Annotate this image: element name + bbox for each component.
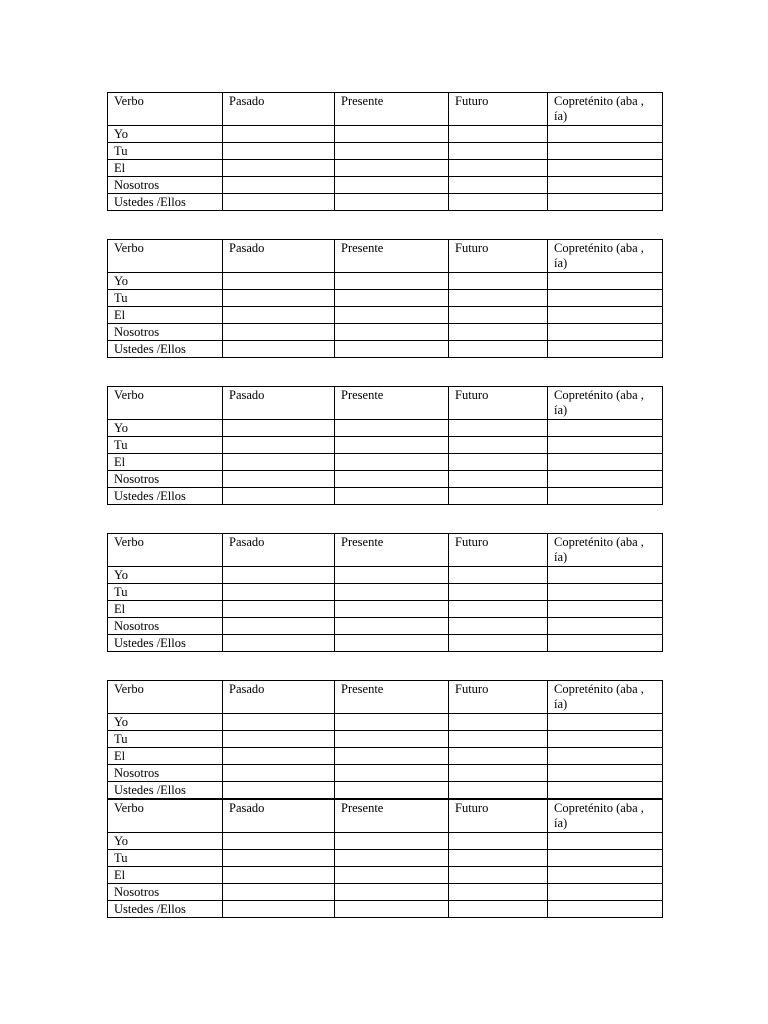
table-row xyxy=(108,471,663,488)
pronoun-cell: Ustedes /Ellos xyxy=(108,194,223,211)
answer-cell[interactable] xyxy=(548,584,663,601)
answer-cell[interactable] xyxy=(335,126,449,143)
answer-cell[interactable] xyxy=(335,143,449,160)
header-cell: Pasado xyxy=(223,93,335,126)
header-cell: Copreténito (aba , ía) xyxy=(548,240,663,273)
answer-cell[interactable] xyxy=(449,126,548,143)
answer-cell[interactable] xyxy=(223,290,335,307)
header-cell: Verbo xyxy=(108,240,223,273)
pronoun-cell: Yo xyxy=(108,273,223,290)
answer-cell[interactable] xyxy=(548,748,663,765)
pronoun-cell: Yo xyxy=(108,420,223,437)
table-row xyxy=(108,290,663,307)
header-cell: Pasado xyxy=(223,534,335,567)
answer-cell[interactable] xyxy=(223,635,335,652)
table-row xyxy=(108,126,663,143)
table-row xyxy=(108,420,663,437)
answer-cell[interactable] xyxy=(223,420,335,437)
answer-cell[interactable] xyxy=(548,471,663,488)
answer-cell[interactable] xyxy=(223,618,335,635)
answer-cell[interactable] xyxy=(449,901,548,918)
answer-cell[interactable] xyxy=(449,194,548,211)
answer-cell[interactable] xyxy=(335,454,449,471)
header-cell: Verbo xyxy=(108,800,223,833)
header-cell: Futuro xyxy=(449,240,548,273)
pronoun-cell: Nosotros xyxy=(108,884,223,901)
answer-cell[interactable] xyxy=(548,143,663,160)
answer-cell[interactable] xyxy=(223,437,335,454)
answer-cell[interactable] xyxy=(223,850,335,867)
answer-cell[interactable] xyxy=(449,273,548,290)
answer-cell[interactable] xyxy=(223,273,335,290)
table-header-row xyxy=(108,93,663,126)
answer-cell[interactable] xyxy=(548,488,663,505)
answer-cell[interactable] xyxy=(548,833,663,850)
header-cell: Copreténito (aba , ía) xyxy=(548,800,663,833)
pronoun-cell: El xyxy=(108,307,223,324)
header-cell: Presente xyxy=(335,240,449,273)
header-cell: Pasado xyxy=(223,240,335,273)
table-row xyxy=(108,160,663,177)
pronoun-cell: Nosotros xyxy=(108,324,223,341)
table-row xyxy=(108,567,663,584)
answer-cell[interactable] xyxy=(548,567,663,584)
header-cell: Presente xyxy=(335,534,449,567)
answer-cell[interactable] xyxy=(449,567,548,584)
pronoun-cell: Tu xyxy=(108,143,223,160)
header-cell: Verbo xyxy=(108,93,223,126)
answer-cell[interactable] xyxy=(335,290,449,307)
answer-cell[interactable] xyxy=(548,867,663,884)
pronoun-cell: Ustedes /Ellos xyxy=(108,901,223,918)
table-row xyxy=(108,867,663,884)
pronoun-cell: Tu xyxy=(108,437,223,454)
pronoun-cell: Ustedes /Ellos xyxy=(108,341,223,358)
answer-cell[interactable] xyxy=(548,454,663,471)
answer-cell[interactable] xyxy=(548,177,663,194)
pronoun-cell: El xyxy=(108,601,223,618)
answer-cell[interactable] xyxy=(335,901,449,918)
answer-cell[interactable] xyxy=(335,177,449,194)
table-row xyxy=(108,307,663,324)
table-row xyxy=(108,901,663,918)
conjugation-table xyxy=(107,680,663,799)
header-cell: Copreténito (aba , ía) xyxy=(548,387,663,420)
header-cell: Pasado xyxy=(223,681,335,714)
answer-cell[interactable] xyxy=(449,833,548,850)
answer-cell[interactable] xyxy=(335,420,449,437)
pronoun-cell: El xyxy=(108,160,223,177)
table-row xyxy=(108,273,663,290)
table-row xyxy=(108,177,663,194)
table-row xyxy=(108,731,663,748)
answer-cell[interactable] xyxy=(223,160,335,177)
answer-cell[interactable] xyxy=(335,782,449,799)
answer-cell[interactable] xyxy=(449,748,548,765)
pronoun-cell: Yo xyxy=(108,833,223,850)
table-row xyxy=(108,765,663,782)
header-cell: Presente xyxy=(335,681,449,714)
answer-cell[interactable] xyxy=(449,884,548,901)
answer-cell[interactable] xyxy=(223,867,335,884)
table-row xyxy=(108,601,663,618)
answer-cell[interactable] xyxy=(449,437,548,454)
pronoun-cell: Tu xyxy=(108,584,223,601)
answer-cell[interactable] xyxy=(335,488,449,505)
table-row xyxy=(108,324,663,341)
header-cell: Pasado xyxy=(223,800,335,833)
answer-cell[interactable] xyxy=(335,765,449,782)
answer-cell[interactable] xyxy=(223,901,335,918)
answer-cell[interactable] xyxy=(449,143,548,160)
answer-cell[interactable] xyxy=(223,194,335,211)
conjugation-table xyxy=(107,386,663,505)
answer-cell[interactable] xyxy=(548,714,663,731)
header-cell: Futuro xyxy=(449,534,548,567)
answer-cell[interactable] xyxy=(548,765,663,782)
answer-cell[interactable] xyxy=(335,635,449,652)
header-cell: Presente xyxy=(335,387,449,420)
pronoun-cell: Ustedes /Ellos xyxy=(108,488,223,505)
answer-cell[interactable] xyxy=(548,901,663,918)
answer-cell[interactable] xyxy=(335,731,449,748)
pronoun-cell: Nosotros xyxy=(108,765,223,782)
answer-cell[interactable] xyxy=(335,850,449,867)
answer-cell[interactable] xyxy=(223,454,335,471)
header-cell: Futuro xyxy=(449,681,548,714)
answer-cell[interactable] xyxy=(548,420,663,437)
pronoun-cell: Yo xyxy=(108,714,223,731)
answer-cell[interactable] xyxy=(223,731,335,748)
pronoun-cell: Tu xyxy=(108,290,223,307)
answer-cell[interactable] xyxy=(335,584,449,601)
answer-cell[interactable] xyxy=(335,160,449,177)
table-row xyxy=(108,454,663,471)
table-row xyxy=(108,194,663,211)
answer-cell[interactable] xyxy=(223,714,335,731)
answer-cell[interactable] xyxy=(223,601,335,618)
answer-cell[interactable] xyxy=(223,471,335,488)
answer-cell[interactable] xyxy=(223,584,335,601)
table-header-row xyxy=(108,387,663,420)
answer-cell[interactable] xyxy=(449,290,548,307)
table-row xyxy=(108,341,663,358)
table-row xyxy=(108,143,663,160)
answer-cell[interactable] xyxy=(548,126,663,143)
conjugation-table xyxy=(107,92,663,211)
table-row xyxy=(108,748,663,765)
answer-cell[interactable] xyxy=(223,782,335,799)
pronoun-cell: Nosotros xyxy=(108,618,223,635)
answer-cell[interactable] xyxy=(223,884,335,901)
answer-cell[interactable] xyxy=(449,618,548,635)
answer-cell[interactable] xyxy=(449,420,548,437)
header-cell: Copreténito (aba , ía) xyxy=(548,93,663,126)
answer-cell[interactable] xyxy=(449,160,548,177)
answer-cell[interactable] xyxy=(449,341,548,358)
table-row xyxy=(108,782,663,799)
answer-cell[interactable] xyxy=(223,748,335,765)
answer-cell[interactable] xyxy=(548,290,663,307)
answer-cell[interactable] xyxy=(548,437,663,454)
answer-cell[interactable] xyxy=(548,782,663,799)
answer-cell[interactable] xyxy=(548,160,663,177)
answer-cell[interactable] xyxy=(335,618,449,635)
answer-cell[interactable] xyxy=(449,177,548,194)
answer-cell[interactable] xyxy=(548,731,663,748)
pronoun-cell: El xyxy=(108,748,223,765)
table-row xyxy=(108,618,663,635)
table-header-row xyxy=(108,534,663,567)
answer-cell[interactable] xyxy=(223,324,335,341)
answer-cell[interactable] xyxy=(548,884,663,901)
answer-cell[interactable] xyxy=(223,833,335,850)
header-cell: Presente xyxy=(335,93,449,126)
pronoun-cell: Yo xyxy=(108,567,223,584)
pronoun-cell: Yo xyxy=(108,126,223,143)
answer-cell[interactable] xyxy=(449,731,548,748)
answer-cell[interactable] xyxy=(335,833,449,850)
answer-cell[interactable] xyxy=(449,601,548,618)
pronoun-cell: El xyxy=(108,867,223,884)
answer-cell[interactable] xyxy=(449,454,548,471)
answer-cell[interactable] xyxy=(449,471,548,488)
answer-cell[interactable] xyxy=(335,601,449,618)
table-row xyxy=(108,488,663,505)
answer-cell[interactable] xyxy=(548,273,663,290)
answer-cell[interactable] xyxy=(335,567,449,584)
answer-cell[interactable] xyxy=(223,341,335,358)
header-cell: Copreténito (aba , ía) xyxy=(548,681,663,714)
answer-cell[interactable] xyxy=(548,324,663,341)
answer-cell[interactable] xyxy=(335,884,449,901)
table-header-row xyxy=(108,240,663,273)
answer-cell[interactable] xyxy=(548,618,663,635)
answer-cell[interactable] xyxy=(223,126,335,143)
conjugation-table xyxy=(107,239,663,358)
answer-cell[interactable] xyxy=(449,324,548,341)
answer-cell[interactable] xyxy=(548,601,663,618)
table-header-row xyxy=(108,681,663,714)
header-cell: Verbo xyxy=(108,387,223,420)
answer-cell[interactable] xyxy=(449,488,548,505)
answer-cell[interactable] xyxy=(223,488,335,505)
header-cell: Verbo xyxy=(108,681,223,714)
answer-cell[interactable] xyxy=(223,307,335,324)
pronoun-cell: Nosotros xyxy=(108,471,223,488)
answer-cell[interactable] xyxy=(335,307,449,324)
header-cell: Futuro xyxy=(449,387,548,420)
header-cell: Futuro xyxy=(449,800,548,833)
pronoun-cell: Tu xyxy=(108,731,223,748)
answer-cell[interactable] xyxy=(449,584,548,601)
answer-cell[interactable] xyxy=(335,194,449,211)
answer-cell[interactable] xyxy=(548,850,663,867)
table-row xyxy=(108,884,663,901)
conjugation-table xyxy=(107,799,663,918)
answer-cell[interactable] xyxy=(223,567,335,584)
pronoun-cell: Ustedes /Ellos xyxy=(108,782,223,799)
table-row xyxy=(108,635,663,652)
answer-cell[interactable] xyxy=(335,437,449,454)
table-row xyxy=(108,714,663,731)
answer-cell[interactable] xyxy=(223,765,335,782)
answer-cell[interactable] xyxy=(548,194,663,211)
table-row xyxy=(108,437,663,454)
answer-cell[interactable] xyxy=(335,714,449,731)
answer-cell[interactable] xyxy=(449,307,548,324)
answer-cell[interactable] xyxy=(335,324,449,341)
answer-cell[interactable] xyxy=(449,765,548,782)
answer-cell[interactable] xyxy=(548,635,663,652)
pronoun-cell: El xyxy=(108,454,223,471)
answer-cell[interactable] xyxy=(335,273,449,290)
pronoun-cell: Ustedes /Ellos xyxy=(108,635,223,652)
answer-cell[interactable] xyxy=(449,714,548,731)
answer-cell[interactable] xyxy=(449,850,548,867)
answer-cell[interactable] xyxy=(223,143,335,160)
answer-cell[interactable] xyxy=(335,748,449,765)
pronoun-cell: Nosotros xyxy=(108,177,223,194)
header-cell: Futuro xyxy=(449,93,548,126)
table-row xyxy=(108,850,663,867)
answer-cell[interactable] xyxy=(548,341,663,358)
answer-cell[interactable] xyxy=(449,635,548,652)
header-cell: Presente xyxy=(335,800,449,833)
answer-cell[interactable] xyxy=(223,177,335,194)
header-cell: Pasado xyxy=(223,387,335,420)
answer-cell[interactable] xyxy=(335,471,449,488)
answer-cell[interactable] xyxy=(449,782,548,799)
header-cell: Copreténito (aba , ía) xyxy=(548,534,663,567)
table-row xyxy=(108,584,663,601)
header-cell: Verbo xyxy=(108,534,223,567)
answer-cell[interactable] xyxy=(548,307,663,324)
conjugation-table xyxy=(107,533,663,652)
table-header-row xyxy=(108,800,663,833)
answer-cell[interactable] xyxy=(335,867,449,884)
answer-cell[interactable] xyxy=(335,341,449,358)
table-row xyxy=(108,833,663,850)
pronoun-cell: Tu xyxy=(108,850,223,867)
answer-cell[interactable] xyxy=(449,867,548,884)
